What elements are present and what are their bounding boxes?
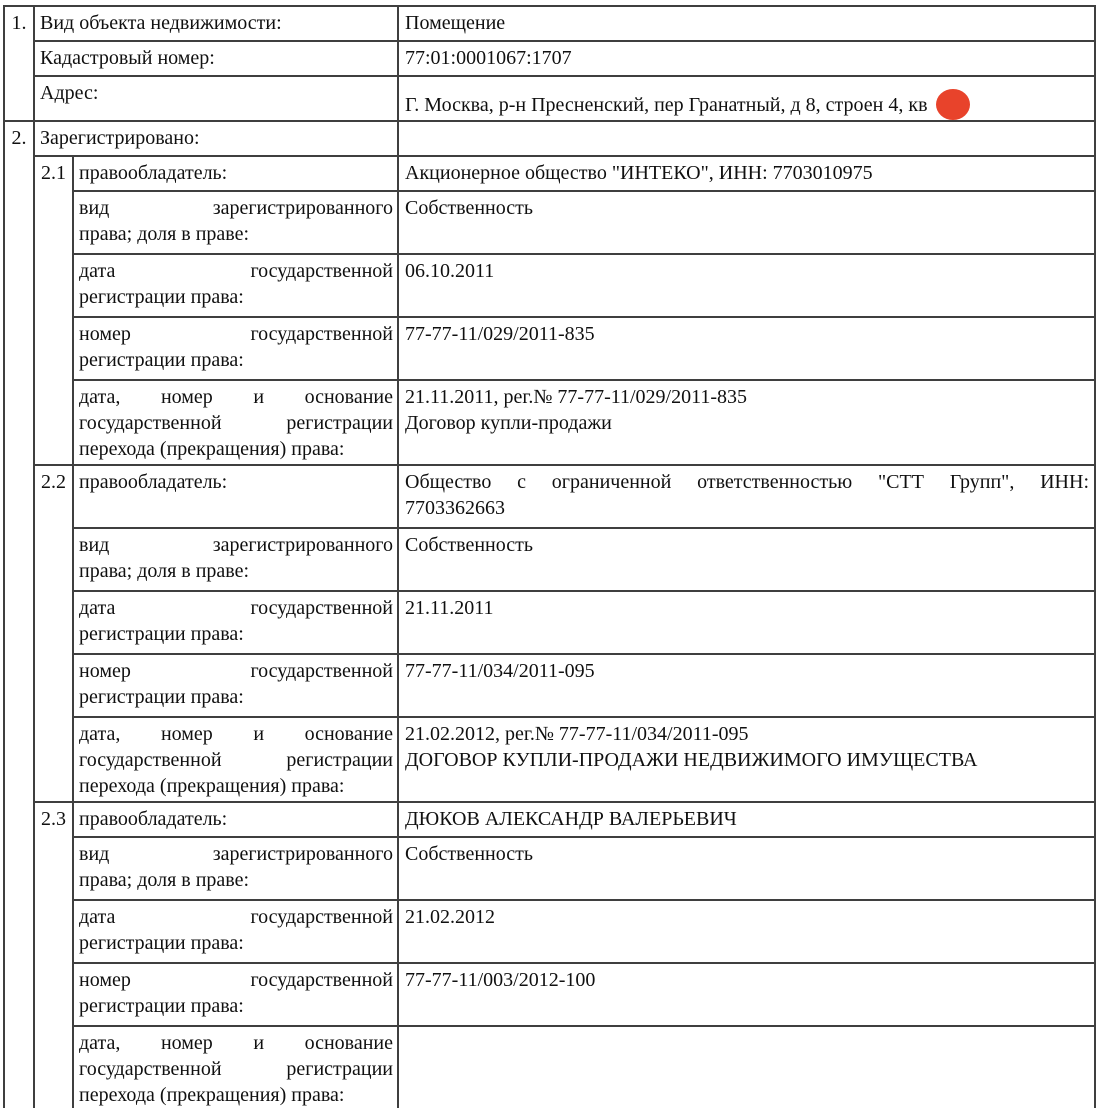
table-row <box>4 654 1095 717</box>
text-line: Договор купли-продажи <box>405 412 612 434</box>
label-cell-transfer-basis <box>73 1026 398 1108</box>
label-cell-right-type <box>73 528 398 591</box>
table-row <box>4 121 1095 156</box>
table-row <box>4 900 1095 963</box>
label-cell-registration-date <box>73 254 398 317</box>
table-row <box>4 156 1095 191</box>
value-cell-registration-date <box>398 900 1095 963</box>
text-line: 77-77-11/034/2011-095 <box>405 660 595 682</box>
property-record-table <box>3 5 1096 1108</box>
text-line: регистрации права: <box>79 686 244 708</box>
table-row <box>4 717 1095 802</box>
text-line: Собственность <box>405 197 533 219</box>
table-row <box>4 963 1095 1026</box>
value-cell-rightsholder <box>398 802 1095 837</box>
text-line: права; доля в праве: <box>79 223 250 245</box>
table-row <box>4 41 1095 76</box>
value-cell-registration-number <box>398 654 1095 717</box>
text-line: Вид объекта недвижимости: <box>40 12 282 34</box>
label-cell-cadastral-number <box>34 41 398 76</box>
text-line: регистрации права: <box>79 623 244 645</box>
label-cell-registration-date <box>73 900 398 963</box>
value-cell-registration-number <box>398 963 1095 1026</box>
text-line: Помещение <box>405 12 506 34</box>
value-cell-object-type <box>398 6 1095 41</box>
table-row <box>4 837 1095 900</box>
value-cell-rightsholder <box>398 156 1095 191</box>
value-cell-cadastral-number <box>398 41 1095 76</box>
text-line: вид зарегистрированного <box>79 534 393 556</box>
text-line: дата государственной <box>79 906 393 928</box>
text-line: дата, номер и основание <box>79 723 393 745</box>
text-line: права; доля в праве: <box>79 869 250 891</box>
text-line: вид зарегистрированного <box>79 843 393 865</box>
table-row <box>4 317 1095 380</box>
label-cell-registration-number <box>73 654 398 717</box>
text-line: 21.11.2011 <box>405 597 494 619</box>
text-line: перехода (прекращения) права: <box>79 1084 345 1106</box>
value-cell-registration-date <box>398 591 1095 654</box>
label-cell-transfer-basis <box>73 380 398 465</box>
text-line: 21.02.2012, рег.№ 77-77-11/034/2011-095 <box>405 723 749 745</box>
section2-number-cell: 2. <box>4 121 34 1108</box>
label-cell-right-type <box>73 191 398 254</box>
text-line: Акционерное общество "ИНТЕКО", ИНН: 7703010975 <box>405 162 873 184</box>
text-line: регистрации права: <box>79 286 244 308</box>
subsection-number-cell-2-2: 2.2 <box>34 465 73 802</box>
text-line: дата, номер и основание <box>79 386 393 408</box>
text-line: регистрации права: <box>79 349 244 371</box>
table-row <box>4 1026 1095 1108</box>
text-line: государственной регистрации <box>79 749 393 771</box>
text-line: вид зарегистрированного <box>79 197 393 219</box>
text-line: Адрес: <box>40 82 99 104</box>
text-line: Кадастровый номер: <box>40 47 215 69</box>
text-line: дата государственной <box>79 260 393 282</box>
text-line: 77-77-11/003/2012-100 <box>405 969 596 991</box>
text-line: перехода (прекращения) права: <box>79 775 345 797</box>
value-cell-registered-empty <box>398 121 1095 156</box>
value-cell-transfer-basis-empty <box>398 1026 1095 1108</box>
subsection-number-cell-2-3: 2.3 <box>34 802 73 1108</box>
text-line: 06.10.2011 <box>405 260 495 282</box>
address-text: Г. Москва, р-н Пресненский, пер Гранатный, д 8, строен 4, кв <box>405 94 928 116</box>
text-line: номер государственной <box>79 660 393 682</box>
text-line: дата, номер и основание <box>79 1032 393 1054</box>
value-cell-registration-number <box>398 317 1095 380</box>
label-cell-registration-number <box>73 317 398 380</box>
text-line: 77-77-11/029/2011-835 <box>405 323 595 345</box>
value-cell-right-type <box>398 191 1095 254</box>
text-line: Собственность <box>405 534 533 556</box>
table-row <box>4 76 1095 121</box>
table-row <box>4 380 1095 465</box>
label-cell-registration-date <box>73 591 398 654</box>
value-cell-address <box>398 76 1095 121</box>
text-line: перехода (прекращения) права: <box>79 438 345 460</box>
value-cell-rightsholder <box>398 465 1095 528</box>
text-line: 21.11.2011, рег.№ 77-77-11/029/2011-835 <box>405 386 748 408</box>
value-cell-transfer-basis <box>398 717 1095 802</box>
text-line: Собственность <box>405 843 533 865</box>
label-cell-rightsholder <box>73 802 398 837</box>
text-line: дата государственной <box>79 597 393 619</box>
value-cell-right-type <box>398 528 1095 591</box>
text-line: номер государственной <box>79 969 393 991</box>
table-row <box>4 191 1095 254</box>
document-page <box>0 5 1108 1108</box>
label-cell-rightsholder <box>73 156 398 191</box>
text-line: государственной регистрации <box>79 1058 393 1080</box>
table-row <box>4 6 1095 41</box>
label-cell-right-type <box>73 837 398 900</box>
table-row <box>4 254 1095 317</box>
text-line: Общество с ограниченной ответственностью "СТТ Групп", ИНН: <box>405 471 1089 493</box>
text-line: правообладатель: <box>79 808 228 830</box>
text-line: номер государственной <box>79 323 393 345</box>
text-line: 21.02.2012 <box>405 906 495 928</box>
subsection-number-cell-2-1: 2.1 <box>34 156 73 465</box>
text-line: 77:01:0001067:1707 <box>405 47 572 69</box>
text-line: правообладатель: <box>79 162 228 184</box>
table-row <box>4 591 1095 654</box>
value-cell-registration-date <box>398 254 1095 317</box>
label-cell-rightsholder <box>73 465 398 528</box>
text-line: ДОГОВОР КУПЛИ-ПРОДАЖИ НЕДВИЖИМОГО ИМУЩЕСТВА <box>405 749 978 771</box>
table-row <box>4 465 1095 528</box>
table-row <box>4 802 1095 837</box>
label-cell-registration-number <box>73 963 398 1026</box>
label-cell-address <box>34 76 398 121</box>
text-line: 7703362663 <box>405 497 505 519</box>
value-cell-right-type <box>398 837 1095 900</box>
label-cell-transfer-basis <box>73 717 398 802</box>
text-line: ДЮКОВ АЛЕКСАНДР ВАЛЕРЬЕВИЧ <box>405 808 737 830</box>
text-line: регистрации права: <box>79 995 244 1017</box>
text-line: регистрации права: <box>79 932 244 954</box>
section1-number-cell: 1. <box>4 6 34 121</box>
text-line: правообладатель: <box>79 471 228 493</box>
redaction-dot <box>936 89 970 120</box>
text-line: государственной регистрации <box>79 412 393 434</box>
label-cell-registered: Зарегистрировано: <box>34 121 398 156</box>
label-cell-object-type <box>34 6 398 41</box>
value-cell-transfer-basis <box>398 380 1095 465</box>
table-row <box>4 528 1095 591</box>
text-line: права; доля в праве: <box>79 560 250 582</box>
